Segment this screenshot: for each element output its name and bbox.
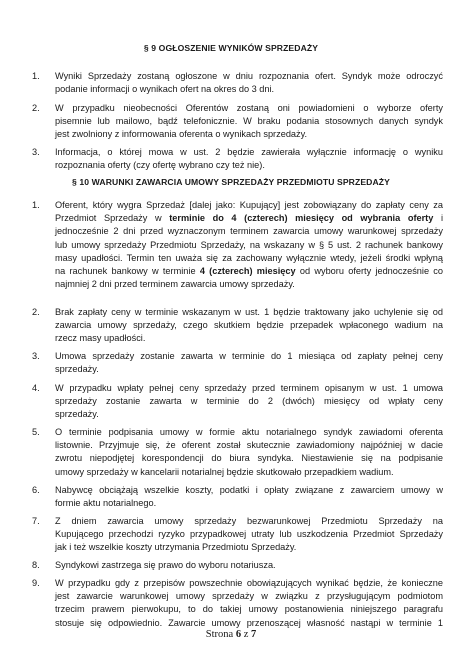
item-number: 8. [32, 560, 40, 570]
item-number: 9. [32, 578, 40, 588]
item-number: 4. [32, 383, 40, 393]
section-9-heading: § 9 OGŁOSZENIE WYNIKÓW SPRZEDAŻY [143, 43, 319, 53]
bold-phrase: terminie do 4 (czterech) miesięcy od wybrania oferty [169, 213, 434, 224]
item-number: 7. [32, 516, 40, 526]
footer-page-number: 6 [235, 629, 242, 640]
item-text: Umowa sprzedaży zostanie zawarta w terminie do 1 miesiąca od zapłaty pełnej ceny sprzedaży. [55, 351, 443, 375]
item-text: Nabywcę obciążają wszelkie koszty, podatki i opłaty związane z zawarciem umowy w formie aktu notarialnego. [55, 485, 443, 509]
item-text: Syndykowi zastrzega się prawo do wyboru notariusza. [55, 560, 276, 570]
section-10-heading: § 10 WARUNKI ZAWARCIA UMOWY SPRZEDAŻY PRZEDMIOTU SPRZEDAŻY [72, 177, 390, 187]
item-number: 1. [32, 71, 40, 81]
bold-line: na rachunek bankowy w terminie 4 (czterech) miesięcy od wyboru oferty jednocześnie co [55, 266, 444, 277]
page-footer [0, 629, 462, 640]
item-text: Brak zapłaty ceny w terminie wskazanym w ust. 1 będzie traktowany jako uchylenie się od zawarcia umowy sprzedaży, czego skutkiem będzie przepadek wpłaconego wadium na rzecz masy upadłości. [55, 307, 443, 344]
footer-total-pages: 7 [250, 629, 257, 640]
item-text: Z dniem zawarcia umowy sprzedaży bezwarunkowej Przedmiotu Sprzedaży na Kupującego przechodzi ryzyko przypadkowej utraty lub uszkodzenia Przedmiot Sprzedaży jak i też wszelkie koszty utrzymania Przedmiotu Sprzedaży. [55, 516, 443, 553]
item-text: Informacja, o której mowa w ust. 2 będzie zawierała wyłącznie informację o wyniku rozpoznania oferty (czy ofertę wybrano czy też nie). [55, 147, 443, 171]
item-number: 5. [32, 427, 40, 437]
bold-phrase: 4 (czterech) miesięcy [199, 266, 296, 277]
item-text: O terminie podpisania umowy w formie aktu notarialnego syndyk zawiadomi oferenta listownie. Przyjmuje się, że oferent został skutecznie zawiadomiony najpóźniej w dacie zwrotu niepodjętej korespondencji do biura syndyka. Niestawienie się na podpisanie umowy sprzedaży w kancelarii notarialnej będzie skutkowało przepadkiem wadium. [55, 427, 443, 477]
item-number: 2. [32, 307, 40, 317]
item-text: W przypadku nieobecności Oferentów zostaną oni powiadomieni o wyborze oferty pisemnie lub mailowo, bądź telefonicznie. W braku podania stosownych danych syndyk jest zwolniony z informowania oferenta o wynikach sprzedaży. [55, 103, 443, 140]
item-text: Oferent, który wygra Sprzedaż [dalej jako: Kupujący] jest zobowiązany do zapłaty ceny za Przedmiot Sprzedaży w terminie do 4 (czterech) miesięcy od wybrania oferty i jednocześnie 2 dni przed wyznaczonym terminem zawarcia umowy warunkowej sprzedaży lub umowy sprzedaży Przedmiotu Sprzedaży, na wskazany w § 5 ust. 2 rachunek bankowy masy upadłości. Termin ten uważa się za zachowany wyłącznie wtedy, jeżeli środki wpłyną na rachunek bankowy w terminie 4 (czterech) miesięcy od wyboru oferty jednocześnie co najmniej 2 dni przed terminem zawarcia umowy sprzedaży. [55, 200, 444, 290]
item-number: 1. [32, 200, 40, 210]
bold-line: Przedmiot Sprzedaży w terminie do 4 (czterech) miesięcy od wybrania oferty i [55, 213, 444, 224]
footer-word: Strona [205, 629, 234, 640]
item-number: 6. [32, 485, 40, 495]
item-text: W przypadku gdy z przepisów powszechnie obowiązujących wynikać będzie, że konieczne jest zawarcie warunkowej umowy sprzedaży w związku z przysługującym podmiotom trzecim prawem pierwokupu, to do takiej umowy postanowienia niniejszego paragrafu stosuje się odpowiednio. Zawarcie umowy przenoszącej własność nastąpi w terminie 1 [55, 578, 443, 628]
item-text: Wyniki Sprzedaży zostaną ogłoszone w dniu rozpoznania ofert. Syndyk może odroczyć podanie informacji o wynikach ofert na okres do 3 dni. [55, 71, 443, 95]
item-text: W przypadku wpłaty pełnej ceny sprzedaży przed terminem opisanym w ust. 1 umowa sprzedaży zostanie zawarta w terminie do 2 (dwóch) miesięcy od wpłaty ceny sprzedaży. [55, 383, 443, 420]
item-number: 2. [32, 103, 40, 113]
footer-separator: z [243, 629, 249, 640]
item-number: 3. [32, 351, 40, 361]
item-number: 3. [32, 147, 40, 157]
